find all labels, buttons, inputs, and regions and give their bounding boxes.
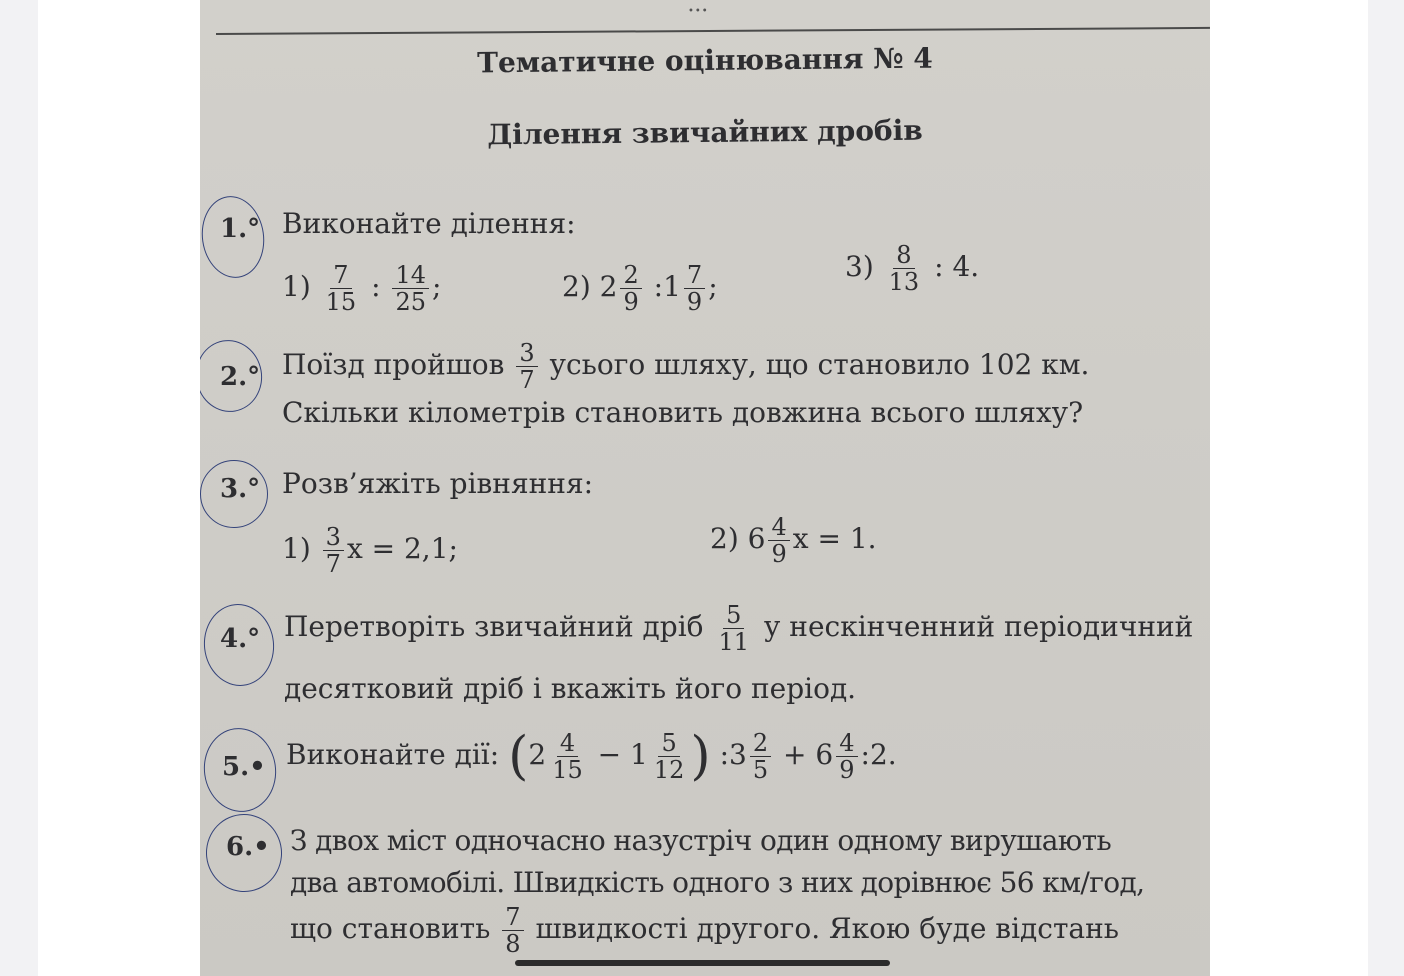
fraction: $\frac{3}{7}$ (516, 340, 537, 393)
fraction: $\frac{3}{7}$ (323, 524, 344, 577)
fraction: $\frac{4}{9}$ (768, 514, 789, 567)
fraction: $\frac{5}{11}$ (718, 601, 749, 656)
task-1-item-1: 1) $\frac{7}{15}$ : $\frac{14}{25}$ ; (282, 261, 442, 316)
fraction: $\frac{14}{25}$ (392, 262, 429, 315)
fraction: $\frac{2}{9}$ (620, 262, 641, 315)
task-1-item-3: 3) $\frac{8}{13}$ : 4. (845, 241, 980, 296)
task-2-line-1: Поїзд пройшов $\frac{3}{7}$ усього шляху, що становило 102 км. (282, 339, 1090, 394)
task-3-item-1: 1) $\frac{3}{7}$ x = 2,1; (282, 523, 458, 578)
task-2-line-2: Скільки кілометрів становить довжина всього шляху? (282, 396, 1084, 429)
task-6-line-1: З двох міст одночасно назустріч один одному вирушають (290, 824, 1112, 857)
page-subtitle: Ділення звичайних дробів (487, 113, 923, 152)
task-4-line-2: десятковий дріб і вкажіть його період. (284, 672, 857, 705)
fraction: $\frac{5}{12}$ (653, 729, 685, 784)
task-1-text: Виконайте ділення: (282, 207, 576, 240)
task-6-line-3: що становить $\frac{7}{8}$ швидкості другого. Якою буде відстань (290, 903, 1120, 958)
top-dots: ••• (688, 6, 709, 17)
textbook-page (200, 0, 1210, 976)
fraction: $\frac{8}{13}$ (888, 241, 920, 296)
task-4-line-1: Перетворіть звичайний дріб $\frac{5}{11}$ у нескінченний періодичний (284, 601, 1194, 656)
scroll-indicator[interactable] (515, 960, 890, 966)
task-3-text: Розв’яжіть рівняння: (282, 467, 594, 500)
task-6-number: 6.• (226, 832, 270, 862)
top-rule (216, 27, 1210, 35)
page-title: Тематичне оцінювання № 4 (476, 41, 933, 80)
task-2-number: 2.° (220, 362, 261, 392)
fraction: $\frac{7}{15}$ (325, 261, 357, 316)
task-1-item-2: 2) 2 $\frac{2}{9}$ :1 $\frac{7}{9}$ ; (562, 261, 718, 316)
fraction: $\frac{4}{15}$ (552, 729, 583, 784)
task-3-number: 3.° (220, 474, 261, 504)
task-5-expression: Виконайте дії: (2 $\frac{4}{15}$ − 1 $\frac{5}{12}$ ) :3 $\frac{2}{5}$ + 6 $\frac{4}{9}$ :2. (286, 726, 897, 787)
task-6-line-2: два автомобілі. Швидкість одного з них дорівнює 56 км/год, (290, 866, 1145, 899)
fraction: $\frac{2}{5}$ (750, 730, 771, 783)
fraction: $\frac{7}{9}$ (684, 262, 705, 315)
task-4-number: 4.° (220, 624, 261, 654)
fraction: $\frac{7}{8}$ (502, 904, 523, 957)
fraction: $\frac{4}{9}$ (836, 730, 857, 783)
task-3-item-2: 2) 6 $\frac{4}{9}$ x = 1. (710, 513, 877, 568)
task-1-number: 1.° (220, 214, 261, 244)
task-5-number: 5.• (222, 752, 266, 782)
